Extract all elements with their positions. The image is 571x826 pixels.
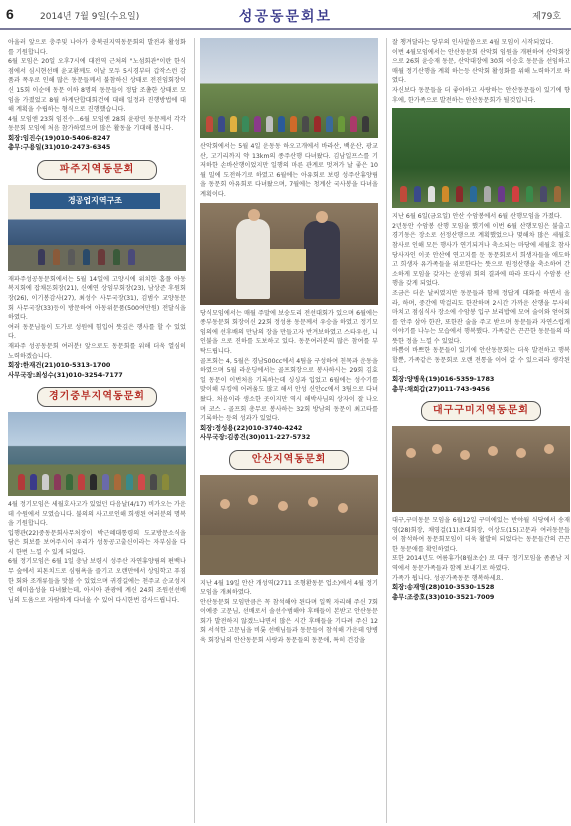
column-divider	[194, 38, 195, 823]
person-figure	[126, 474, 133, 490]
article-paragraph: 잘 챙겨달라는 당부의 인사말씀으로 4월 모임이 시작되었다.	[392, 39, 554, 46]
person-figure	[90, 474, 97, 490]
person-figure	[242, 116, 249, 132]
person-figure	[400, 186, 407, 202]
person-head	[316, 211, 328, 223]
person-figure	[484, 186, 491, 202]
person-figure	[218, 116, 225, 132]
article-paragraph: 지난 4월 19일 안산 개성역(2711 조형환동문 업소)에서 4월 정기모임을 개최하였다.	[200, 579, 378, 597]
person-head	[488, 446, 498, 456]
article-paragraph: 대구,구미동문 모임을 6월12일 구미에있는 반야월 식당에서 송재영(28)회장, 채영걸(11)초대회장, 이상도(15)고문과 여러동문들이 참석하여 동문회모임이 더욱 활발히 되었다는 동문들간의 끈끈한 동문애를 확인하였다.	[392, 517, 570, 553]
person-figure	[526, 186, 533, 202]
article-paragraph: 재파주성공동문회에서는 5월 14일에 고양시에 위치한 홈플 아동복지회에 잡채돈회장(21), 신예연 상임부회장(23), 남상준 후원회장(26), 이기봉감사(27), 최성수 사무국장(31), 김범수 교양동문회 사무국장(33)등이 방문하여 아동위문품(500여만원) 전달식을 하였다.	[8, 275, 186, 322]
contact-line: 회장:임진수(19)010-5406-8247	[8, 133, 111, 142]
person-figure	[278, 116, 285, 132]
person-head	[308, 497, 318, 507]
person-figure	[338, 116, 345, 132]
contact-line: 회장:한재건(21)010-5313-1700	[8, 361, 111, 370]
photo-hiking-group	[200, 38, 378, 138]
article-paragraph: 여러 동문님들이 도가로 성원에 힘입어 뜻깊은 행사를 할 수 있었다.	[8, 323, 186, 341]
person-figure	[442, 186, 449, 202]
person-figure	[114, 474, 121, 490]
contact-line: 총무:채희갑(27)011-743-9456	[392, 384, 490, 393]
person-figure	[554, 186, 561, 202]
person-head	[460, 450, 470, 460]
article-paragraph: 또한 2014년도 여름휴가(8월초순) 로 대구 정기모임을 좀좀남 지역에서 동문가족들과 함께 보내기로 하였다.	[392, 555, 570, 573]
article-paragraph: 재파주 성공동문회 여러분! 앞으로도 동문회를 위해 더욱 열심히 노력하겠습니다.	[8, 342, 186, 360]
person-figure	[314, 116, 321, 132]
contact-line: 총무:조중호(33)010-3521-7009	[392, 592, 495, 601]
person-figure	[350, 116, 357, 132]
person-head	[338, 503, 348, 513]
article-paragraph: 바쁨이 바쁘한 동문들이 있기에 안산동문회는 더욱 발전하고 행복할뿐, 가족같은 동문회로 오랜 전통을 이어 갈 수 있으리라 생각된다.	[392, 347, 570, 374]
article-paragraph: 산악회에서는 5월 4일 운동동 하오고개에서 바라산, 백운산, 광교산, 고기리까지 약 13km의 종주산행 다녀왔다. 김남일프스를 기저하한 손바산행이었지만 일행의 마른 관계로 멋져가 날 좋은 10월 밀에 도전하기로 하였고 6월에는 아유회로 보령 성주산휴양림을 동문회 아유회로 다녀왔으며, 7월에는 청계산 국사봉을 다녀올 계획이다.	[200, 143, 378, 198]
person-figure	[290, 116, 297, 132]
person-head	[248, 495, 258, 505]
article-paragraph: 6월 모임은 20일 오후7시에 대전역 근처의 "노섬회관"이란 한식점에서 심시현선배 윤교환께도 이날 모두 5시경부터 갑작스런 감품과 폭우로 인해 많은 동문들께서 불참하신 상태로 전진임회장이신 15회 이순애 동문 이하 8명의 동문들이 정답 조촐한 상태로 모임을 가졌었고 8월 하계단합대회건에 대해 일정과 진행방법에 대해 계획을 수립하는 형식으로 진행했습니다.	[8, 58, 186, 114]
person-figure	[66, 474, 73, 490]
article-paragraph: 2년동안 수암봉 산행 모임을 했기에 이번 6월 산행모임은 불출고 경기동은 장소로 선정산행으로 계획했었으나 몇해차 많은 세월호 참사로 인해 모든 행사가 연기되거나 축소되는 마당에 세월호 참사 당사자인 이곳 안산에 연고지를 둔 동문회로서 희생자들을 애도하고 희생자 유가족들을 위로한다는 뜻으로 원정산행을 축소하여 간소하게 모임을 갖자는 운영위 회의 결과에 따라 또다시 수암봉 산행을 갖게 되었다.	[392, 222, 570, 288]
person-figure	[78, 474, 85, 490]
person-figure	[138, 474, 145, 490]
header-rule	[0, 28, 571, 30]
contact-line: 사무국장:최성수(31)010-3254-7177	[8, 370, 123, 379]
article-paragraph: 골프회는 4, 5월은 경남500cc에서 4팀을 구성하여 친목과 운동을 하였으며 5월 라운딩에서는 골프회장으로 봉사하시는 29회 김효일 동문이 이번처음 기록하는데 싱싱과 입었고 6월에는 성수기를 맞이해 부킹에 어려움도 많고 해서 안성 신안cc에서 3팀으로 다녀왔다. 처음이라 생소한 곳이지만 역시 해박사님의 상자이 잘 나오며 코스 - 골프회 총무로 봉사하는 32회 방남의 동문이 최고타를 기록하는 등의 성과가 있었다.	[200, 357, 378, 423]
person-figure	[236, 219, 270, 299]
person-figure	[428, 186, 435, 202]
photo-suambong-hike	[392, 108, 570, 208]
person-head	[516, 448, 526, 458]
photo-award-ceremony	[200, 203, 378, 305]
person-head	[220, 499, 230, 509]
article-paragraph: 당식모임에서는 매월 주말에 보숭도리 전선대회가 있으며 6월에는 종부동문회 회장이신 22회 정성용 동문께서 우승을 하였고 정기모임의에 선후배의 만남의 장을 만들고자 반겨보하였고 스타우선, 니인불을 으로 진하를 도보하고 있다. 동문여러분의 많은 참여를 부탁드립니다.	[200, 309, 378, 355]
person-figure	[326, 116, 333, 132]
person-figure	[540, 186, 547, 202]
person-figure	[42, 474, 49, 490]
person-figure	[102, 474, 109, 490]
person-figure	[53, 249, 60, 265]
person-figure	[68, 249, 75, 265]
photo-ansan-meeting	[200, 475, 378, 575]
person-figure	[414, 186, 421, 202]
person-figure	[302, 116, 309, 132]
contact-line: 총무:구용일(31)010-2473-6345	[8, 143, 111, 152]
article-paragraph: 이번 4월모임에서는 안산동문회 산악회 임원을 개편하여 산악회장으로 26회 윤승재 동문, 산악대장에 30회 이승호 동문을 선임하고 매월 정기산행을 계획 하는등 산악회 활성화를 위해 노력하기로 하였다.	[392, 48, 570, 85]
person-figure	[456, 186, 463, 202]
article-paragraph: 지난 6월 6일(금요일) 안산 수암봉에서 6월 산행모임을 가졌다.	[392, 213, 562, 221]
person-figure	[83, 249, 90, 265]
person-figure	[38, 249, 45, 265]
person-head	[406, 448, 416, 458]
building-sign: 경공업지역구조	[30, 193, 160, 209]
section-title-gyeonggi: 경기중부지역동문회	[37, 387, 157, 407]
person-figure	[362, 116, 369, 132]
column-middle	[200, 38, 378, 646]
person-figure	[113, 249, 120, 265]
person-figure	[18, 474, 25, 490]
person-figure	[162, 474, 169, 490]
person-figure	[206, 116, 213, 132]
person-head	[544, 444, 554, 454]
newsletter-title: 성공동문회보	[238, 9, 333, 25]
person-figure	[150, 474, 157, 490]
article-paragraph: 입행관(22)중동문회사무처장이 박근혜대통령의 도교방문소식을 담은 회보를 보여주시어 우리가 성동공고출신이라는 자부심을 다시 한번 느낄 수 있게 되었다.	[8, 529, 186, 556]
column-divider	[386, 38, 387, 823]
section-title-ansan: 안산지역동문회	[229, 450, 349, 470]
person-figure	[128, 249, 135, 265]
page-header	[0, 0, 571, 34]
contact-line: 회장:송재영(28)010-3530-1528	[392, 583, 495, 592]
issue-number: 제79호	[532, 12, 561, 22]
dining-table	[200, 535, 378, 575]
person-figure	[230, 116, 237, 132]
person-figure	[30, 474, 37, 490]
issue-date: 2014년 7월 9일(수요일)	[40, 12, 140, 22]
column-right	[392, 38, 570, 602]
person-figure	[254, 116, 261, 132]
person-figure	[98, 249, 105, 265]
person-figure	[498, 186, 505, 202]
article-paragraph: 6월 정기모임은 6월 1일 충남 보령시 성주산 자연휴양림의 편백나무 숲에서 피톤치드로 심림욕을 즐기고 오랜만에서 상임학고 푸짐한 회와 조개류들을 맛볼 수 있었으며 귀경길에는 천주교 순교성지인 해미읍성을 다녀왔는데, 아시아 관광에 계신 24회 조원선선배님의 도움으로 자람하게 다녀올 수 있어 다시한번 감사드립니다.	[8, 558, 186, 604]
article-paragraph: 조금은 더운 날씨였지만 동문들과 함께 정답게 대화를 하면서 올라, 하며, 중간에 막걸리도 한잔하며 2시간 가까운 산행을 무사히 마치고 점심식사 장소에 수암봉 입구 보리밥에 모여 술이와 얻어회를 안주 삼아 한잔, 또한잔 술을 주고 받으며 동문들과 자연스럽게 이야기를 나누는 모습에서 행복했다. 가족같은 끈끈한 동문들의 따뜻한 정을 느낄 수 있었다.	[392, 289, 570, 345]
person-figure	[470, 186, 477, 202]
person-head	[248, 209, 260, 221]
page-number: 6	[6, 6, 14, 22]
article-paragraph: 가족가 됩니다. 성공가족동문 행복하세요.	[392, 574, 504, 582]
article-paragraph: 아울러 앞으로 충주및 나아가 충북권지역동문회의 발전과 활성화를 기원합니다.	[8, 39, 186, 56]
contact-line: 회장:양병욱(19)016-5359-1783	[392, 375, 495, 384]
photo-gyeonggi-group	[8, 412, 186, 496]
person-figure	[304, 221, 340, 299]
person-figure	[54, 474, 61, 490]
article-paragraph: 자신보다 동문들을 더 좋아하고 사랑하는 안산동문들이 있기에 향후에, 한가족으로 발전하는 안산동문회가 될것입니다.	[392, 86, 570, 104]
column-left	[8, 38, 186, 605]
photo-paju-building	[8, 185, 186, 271]
person-head	[278, 501, 288, 511]
person-figure	[266, 116, 273, 132]
article-paragraph: 4월 모임엔 23회 임진수...6월 모임엔 28회 윤광민 동문께서 각각 동문회 모임에 처음 참가하였으며 많은 활동을 기대해 봅니다.	[8, 115, 186, 133]
section-title-daegu-gumi: 대구구미지역동문회	[421, 401, 541, 421]
award-plaque	[270, 249, 306, 271]
photo-daegu-dinner	[392, 426, 570, 512]
person-figure	[512, 186, 519, 202]
person-head	[432, 444, 442, 454]
article-paragraph: 4월 정기모임은 세월호사고가 있었던 다음날(4/17) 비가오는 가운데 수원에서 모였습니다. 불의의 사고로인해 희생된 여러분의 명복을 기원합니다.	[8, 500, 186, 528]
dining-table	[392, 478, 570, 512]
contact-line: 회장:정성용(22)010-3740-4242	[200, 423, 303, 432]
contact-line: 사무국장:김종건(30)011-227-5732	[200, 433, 311, 442]
section-title-paju: 파주지역동문회	[37, 160, 157, 180]
article-paragraph: 안산동문회 모임만큼은 꼭 참석해야 된다며 일찍 자리해 주신 7회 이예중 고문님, 선배로서 솔선수범해야 후배들이 본받고 안산동문회가 발전하지 않겠느냐면서 많은 시간 후배들을 기다려 주신 12회 서석한 고문님을 비롯 선배님들과 동문들이 참석해 가운데 양병욱 회장님의 안산동문회 사랑과 동문들의 동문애, 특히 건강을	[200, 598, 378, 645]
